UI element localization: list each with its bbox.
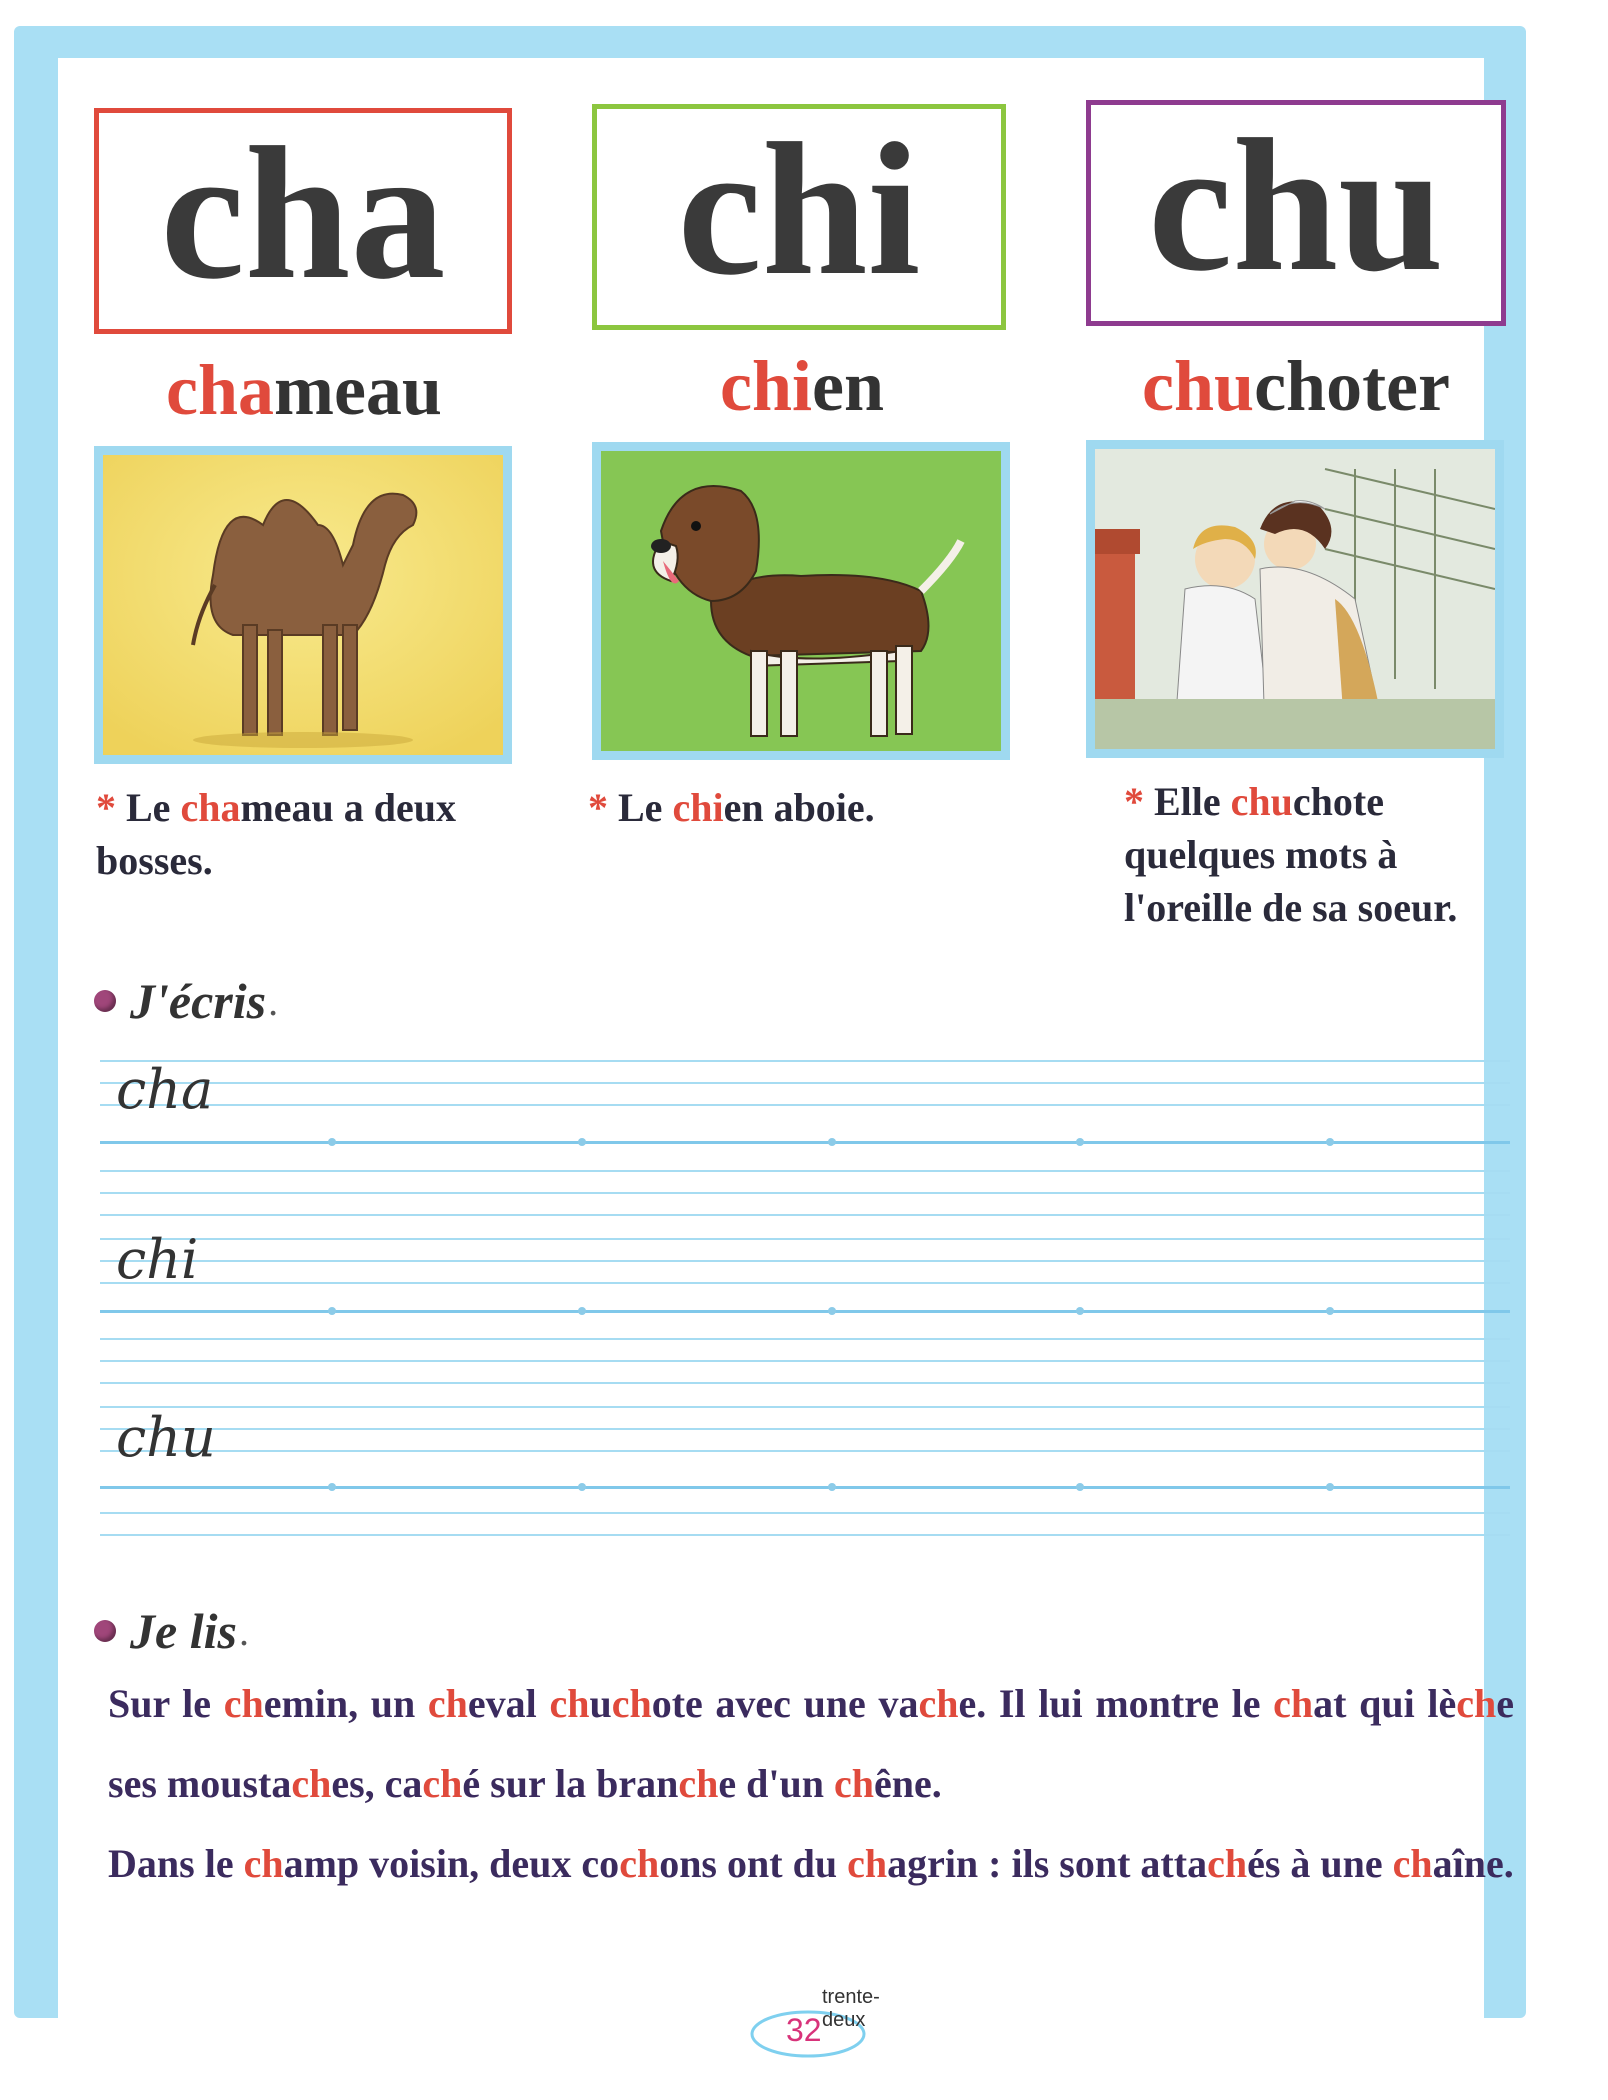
syllable-box-chu xyxy=(1086,100,1506,326)
word-chuchoter xyxy=(1086,346,1506,426)
reading-text xyxy=(108,1664,1514,1904)
ruled-line xyxy=(100,1512,1510,1514)
ruled-line xyxy=(100,1338,1510,1340)
syllable-chu: chu xyxy=(1148,101,1444,311)
syllable-chi: chi xyxy=(677,105,921,315)
guide-dot xyxy=(1326,1138,1334,1146)
star-marker: * xyxy=(96,785,116,830)
syllable-box-cha xyxy=(94,108,512,334)
sentence-highlight: chu xyxy=(1230,779,1293,824)
sentence-highlight: chi xyxy=(672,785,724,830)
sentence-text: meau a deux bosses. xyxy=(96,785,457,883)
reading-title-period: . xyxy=(238,1608,249,1654)
guide-dot xyxy=(1326,1307,1334,1315)
cursive-model-chu: chu xyxy=(116,1406,216,1469)
reading-paragraph-1: Sur le chemin, un cheval chuchote avec une vache. Il lui montre le chat qui lèche ses moustaches, caché sur la branche d'un chêne. xyxy=(108,1681,1515,1806)
sentence-text: chote quelques mots à l'oreille de sa soeur. xyxy=(1124,779,1458,930)
word-rest: en xyxy=(812,346,884,426)
ruled-line xyxy=(100,1260,1510,1262)
cursive-model-cha: cha xyxy=(116,1058,214,1121)
word-highlight: chi xyxy=(719,346,812,426)
ruled-line xyxy=(100,1238,1510,1240)
camel-icon xyxy=(103,455,503,755)
whispering-children-picture xyxy=(1086,440,1504,758)
ruled-line xyxy=(100,1214,1510,1216)
ruled-line xyxy=(100,1360,1510,1362)
writing-title-period: . xyxy=(268,978,279,1024)
reading-paragraph-2: Dans le champ voisin, deux cochons ont du chagrin : ils sont attachés à une chaîne. xyxy=(108,1841,1514,1886)
page-number-badge xyxy=(730,1986,880,2060)
dog-icon xyxy=(601,451,1001,751)
star-marker: * xyxy=(1124,779,1144,824)
syllable-cha: cha xyxy=(160,109,446,319)
ruled-line xyxy=(100,1104,1510,1106)
guide-dot xyxy=(1076,1138,1084,1146)
guide-dot xyxy=(828,1483,836,1491)
guide-dot xyxy=(1326,1483,1334,1491)
sentence-text: Elle xyxy=(1154,779,1231,824)
reading-section-title xyxy=(94,1602,249,1660)
sentence-text: Le xyxy=(126,785,181,830)
ruled-line xyxy=(100,1192,1510,1194)
word-highlight: chu xyxy=(1142,346,1255,426)
page-number-digits: 32 xyxy=(786,2012,822,2048)
ruled-line xyxy=(100,1534,1510,1536)
reading-title-text: Je lis xyxy=(130,1603,237,1659)
word-highlight: cha xyxy=(166,350,274,430)
word-chien xyxy=(592,346,1012,426)
guide-dot xyxy=(578,1138,586,1146)
dog-picture xyxy=(592,442,1010,760)
guide-dot xyxy=(828,1307,836,1315)
whisper-scene-icon xyxy=(1095,449,1495,749)
ruled-line xyxy=(100,1406,1510,1408)
guide-dot xyxy=(1076,1483,1084,1491)
guide-dot xyxy=(328,1138,336,1146)
word-rest: meau xyxy=(274,350,442,430)
page-number-words: trente-deux xyxy=(822,1986,880,2031)
syllable-box-chi xyxy=(592,104,1006,330)
sentence-highlight: cha xyxy=(180,785,241,830)
guide-dot xyxy=(328,1307,336,1315)
word-rest: choter xyxy=(1254,346,1450,426)
camel-picture xyxy=(94,446,512,764)
sentence-text: en aboie. xyxy=(723,785,875,830)
ruled-line xyxy=(100,1060,1510,1062)
writing-section-title xyxy=(94,972,278,1030)
word-chameau xyxy=(94,350,514,430)
writing-title-text: J'écris xyxy=(130,973,267,1029)
sentence-text: Le xyxy=(618,785,673,830)
bullet-icon xyxy=(94,990,116,1012)
writing-lines xyxy=(100,1060,1510,1550)
bullet-icon xyxy=(94,1620,116,1642)
guide-dot xyxy=(328,1483,336,1491)
star-marker: * xyxy=(588,785,608,830)
cursive-model-chi: chi xyxy=(116,1228,199,1291)
ruled-baseline xyxy=(100,1310,1510,1313)
ruled-baseline xyxy=(100,1486,1510,1489)
guide-dot xyxy=(578,1483,586,1491)
guide-dot xyxy=(828,1138,836,1146)
sentence-camel xyxy=(96,782,536,888)
ruled-baseline xyxy=(100,1141,1510,1144)
sentence-whisper xyxy=(1124,776,1484,934)
ruled-line xyxy=(100,1450,1510,1452)
guide-dot xyxy=(1076,1307,1084,1315)
ruled-line xyxy=(100,1282,1510,1284)
guide-dot xyxy=(578,1307,586,1315)
sentence-dog xyxy=(588,782,1028,835)
ruled-line xyxy=(100,1382,1510,1384)
ruled-line xyxy=(100,1170,1510,1172)
ruled-line xyxy=(100,1082,1510,1084)
ruled-line xyxy=(100,1428,1510,1430)
